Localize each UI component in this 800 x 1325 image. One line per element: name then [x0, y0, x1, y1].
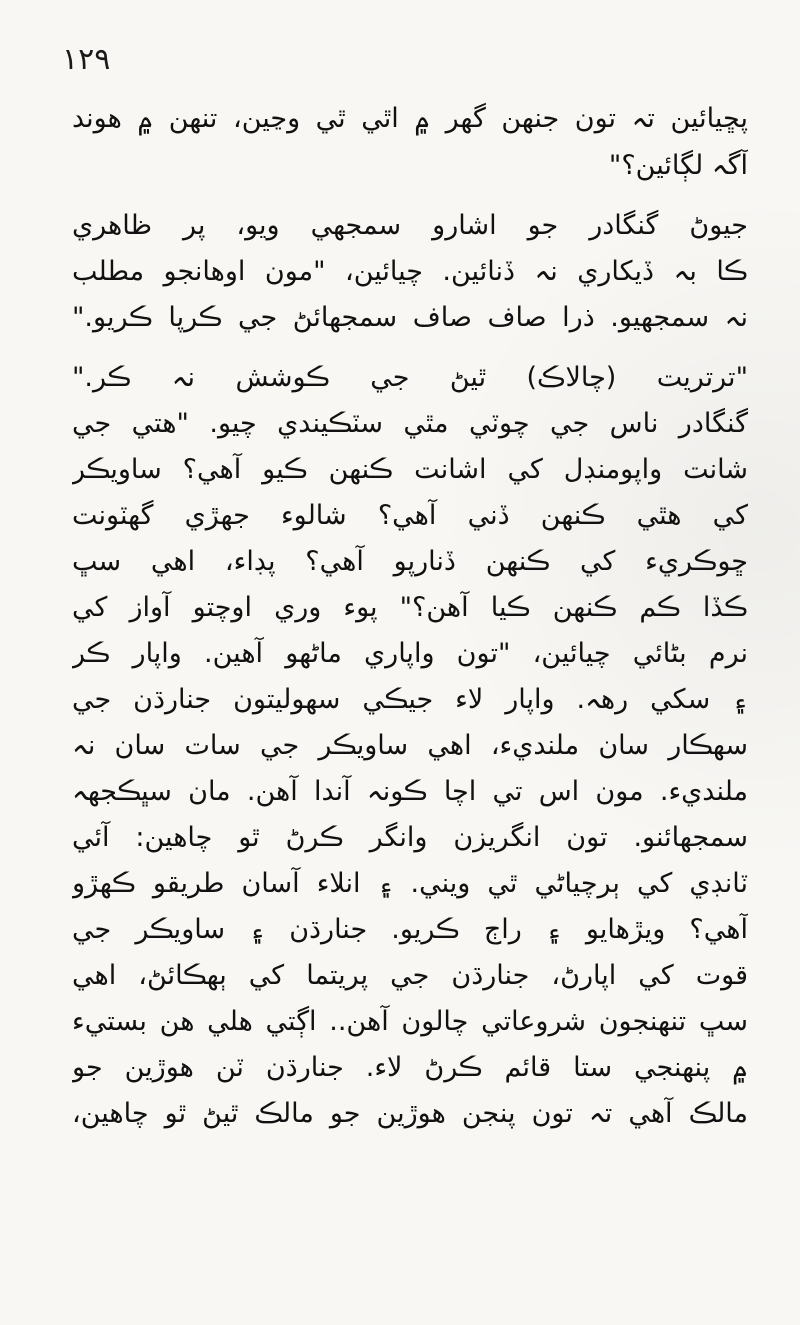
text-line: جيوڻ گنگادر جو اشارو سمجهي ويو، پر ظاهري — [72, 210, 748, 241]
text-line: ۾ پنهنجي ستا قائم ڪرڻ لاء. جنارڌن ٽن هوڙين جو — [72, 1052, 748, 1083]
page-number: ١٢٩ — [62, 42, 111, 77]
text-line: آگہ لڳائين؟" — [608, 150, 748, 181]
text-line: سمجهائنو. تون انگريزن وانگر ڪرڻ ٿو چاهين: آئي — [72, 822, 748, 853]
text-line: نرم بڻائي چيائين، "تون واپاري ماڻهو آهين. واپار ڪر — [72, 638, 748, 669]
text-line: ڇوڪريء کي ڪنهن ڏنارپو آهي؟ پڊاء، اهي سڀ — [72, 546, 748, 577]
text-line: آهي؟ ويڙهايو ۽ راڄ ڪريو. جنارڌن ۽ ساويڪر جي — [72, 914, 748, 945]
paragraph-3 — [72, 355, 748, 1137]
text-line: ڪڏا ڪم ڪنهن ڪيا آهن؟" پوء وري اوچتو آواز کي — [72, 592, 748, 623]
text-line: سڀ تنهنجون شروعاتي چالون آهن.. اڳتي هلي هن بستيء — [72, 1006, 748, 1037]
text-line: سهڪار سان ملنديء، اهي ساويڪر جي سات سان نہ — [72, 730, 748, 761]
paragraph-1 — [72, 95, 748, 189]
text-line: پڇيائين تہ تون جنهن گهر ۾ اٿي ٿي وڃين، تنهن ۾ هوند — [72, 103, 748, 134]
text-line: نہ سمجهيو. ذرا صاف صاف سمجهائڻ جي ڪرپا ڪريو." — [72, 302, 748, 333]
text-line: کي هٿي ڪنهن ڏني آهي؟ شالوء جهڙي گهٽونت — [72, 500, 748, 531]
text-line: قوت کي اپارڻ، جنارڌن جي پريتما کي ٻهڪائڻ، اهي — [72, 960, 748, 991]
paragraph-2 — [72, 203, 748, 341]
text-line: شانت واپومنڊل کي اشانت ڪنهن ڪيو آهي؟ ساويڪر — [72, 454, 748, 485]
paragraph-gap — [72, 189, 748, 203]
text-line: ملنديء. مون اس تي اچا ڪونہ آندا آهن. مان سڀڪجهہ — [72, 776, 748, 807]
text-line: مالڪ آهي تہ تون پنجن هوڙين جو مالڪ ٿيڻ ٿو چاهين، — [72, 1098, 748, 1129]
text-line: گنگادر ناس جي چوٽي مٿي سٽڪيندي چيو. "هتي جي — [72, 408, 748, 439]
text-line: "ترتريت (چالاڪ) ٿيڻ جي ڪوشش نہ ڪر." — [72, 362, 748, 393]
text-line: ۽ سکي رهہ. واپار لاء جيڪي سهوليتون جنارڌن جي — [72, 684, 748, 715]
text-line: ٽانڊي کي ٻرچياڻي ٿي ويني. ۽ انلاء آسان طريقو ڪهڙو — [72, 868, 748, 899]
page-body — [72, 95, 748, 1137]
paragraph-gap — [72, 341, 748, 355]
text-line: ڪا بہ ڏيکاري نہ ڏنائين. چيائين، "مون اوهانجو مطلب — [72, 256, 748, 287]
